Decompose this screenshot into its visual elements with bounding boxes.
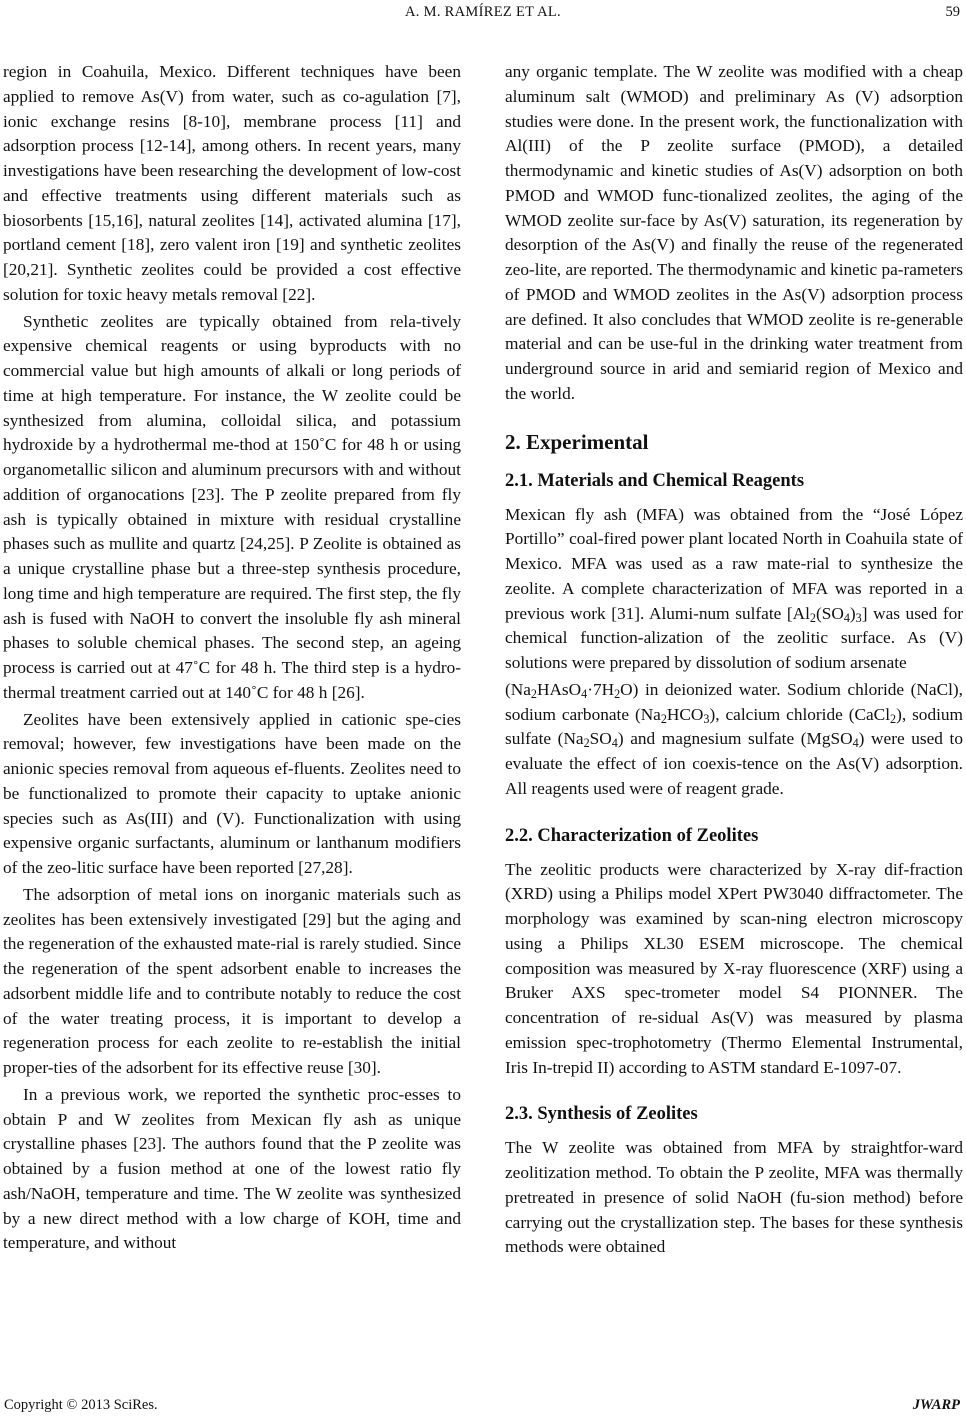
section-heading-experimental: 2. Experimental [505, 429, 649, 454]
page-number: 59 [945, 4, 960, 20]
copyright-notice: Copyright © 2013 SciRes. [4, 1397, 158, 1413]
subsection-heading-materials: 2.1. Materials and Chemical Reagents [505, 470, 805, 491]
paragraph: any organic template. The W zeolite was modified with a cheap aluminum salt (WMOD) and preliminary As (V) adsorption studies were done. In the present work, the functionalization with Al(III) of the P zeolite surface (PMOD), a detailed thermodynamic and kinetic studies of As(V) adsorption on both PMOD and WMOD func-tionalized zeolites, the aging of the WMOD zeolite sur-face by As(V) saturation, its regeneration by desorption of the As(V) and finally the reuse of the regenerated zeo-lite, are reported. The thermodynamic and kinetic pa-rameters of PMOD and WMOD zeolites in the As(V) adsorption process are defined. It also concludes that WMOD zeolite is re-generable material and can be use-ful in the drinking water treatment from underground source in arid and semiarid region of Mexico and the world. [505, 62, 963, 403]
paragraph: The adsorption of metal ions on inorganic materials such as zeolites has been extensively investigated [29] but the aging and the regeneration of the exhausted mate-rial is rarely studied. Since the regeneration of the spent adsorbent enable to increases the adsorbent middle life and to contribute notably to reduce the cost of the water treating process, it is important to develop a regeneration process for each zeolite to re-establish the initial proper-ties of the adsorbent for its effective reuse [30]. [3, 884, 461, 1077]
subsection-heading-characterization: 2.2. Characterization of Zeolites [505, 825, 759, 846]
paragraph: $(Na_2HAsO_4\cdot 7H_2O)$ in deionized water. Sodium chloride (NaCl), sodium carbonate $(Na_2HCO_3)$, calcium chloride (CaCl$_2$), sodium sulfate $(Na_2SO_4)$ and magnesium sulfate (MgSO$_4$) were used to evaluate the effect of ion coexis-tence on the As(V) adsorption. All reagents used were of reagent grade. [505, 679, 963, 798]
paragraph: Synthetic zeolites are typically obtained from rela-tively expensive chemical reagents or using byproducts with no commercial value but high amounts of alkali or long periods of time at high temperature. For instance, the W zeolite could be synthesized from alumina, colloidal silica, and potassium hydroxide by a hydrothermal me-thod at 150˚C for 48 h or using organometallic silicon and aluminum precursors with and without addition of organocations [23]. The P zeolite prepared from fly ash is typically obtained in mixture with residual crystalline phases such as mullite and quartz [24,25]. P Zeolite is obtained as a unique crystalline phase but a three-step synthesis procedure, long time and high temperature are required. The first step, the fly ash is fused with NaOH to convert the insoluble fly ash mineral phases to soluble chemical phases. The second step, an ageing process is carried out at 47˚C for 48 h. The third step is a hydro-thermal treatment carried out at 140˚C for 48 h [26]. [3, 311, 461, 702]
page-header [0, 4, 966, 28]
paragraph: In a previous work, we reported the synthetic proc-esses to obtain P and W zeolites from Mexican fly ash as unique crystalline phases [23]. The authors found that the P zeolite was obtained by a fusion method at one of the lowest ratio fly ash/NaOH, temperature and time. The W zeolite was synthesized by a new direct method with a low charge of KOH, time and temperature, and without [3, 1084, 461, 1253]
page-footer [0, 1397, 966, 1417]
paragraph: Zeolites have been extensively applied in cationic spe-cies removal; however, few investigations have been made on the anionic species removal from aqueous ef-fluents. Zeolites need to be functionalized to promote their capacity to uptake anionic species such as As(III) and (V). Functionalization with using expensive organic surfactants, aluminum or lanthanum modifiers of the zeo-litic surface have been reported [27,28]. [3, 709, 461, 877]
paragraph: region in Coahuila, Mexico. Different techniques have been applied to remove As(V) from water, such as co-agulation [7], ionic exchange resins [8-10], membrane process [11] and adsorption process [12-14], among others. In recent years, many investigations have been researching the development of low-cost and effective treatments using different materials such as biosorbents [15,16], natural zeolites [14], activated alumina [17], portland cement [18], zero valent iron [19] and synthetic zeolites [20,21]. Synthetic zeolites could be provided a cost effective solution for toxic heavy metals removal [22]. [3, 62, 461, 304]
running-title: A. M. RAMÍREZ ET AL. [405, 4, 561, 20]
subsection-heading-synthesis: 2.3. Synthesis of Zeolites [505, 1104, 698, 1125]
journal-abbreviation: JWARP [912, 1397, 960, 1413]
paragraph: Mexican fly ash (MFA) was obtained from the “José López Portillo” coal-fired power plant located North in Coahuila state of Mexico. MFA was used as a raw mate-rial to synthesize the zeolite. A complete characterization of MFA was reported in a previous work [31]. Alumi-num sulfate $[Al_2(SO_4)_3]$ was used for chemical function-alization of the zeolitic surface. As (V) solutions were prepared by dissolution of sodium arsenate [505, 504, 963, 672]
paragraph: The zeolitic products were characterized by X-ray dif-fraction (XRD) using a Philips model XPert PW3040 diffractometer. The morphology was examined by scan-ning electron microscopy using a Philips XL30 ESEM microscope. The chemical composition was measured by X-ray fluorescence (XRF) using a Bruker AXS spec-trometer model S4 PIONNER. The concentration of re-sidual As(V) was measured by plasma emission spec-trophotometry (Thermo Elemental Instrumental, Iris In-trepid II) according to ASTM standard E-1097-07. [505, 859, 963, 1077]
right-column [505, 60, 963, 1260]
paragraph: The W zeolite was obtained from MFA by straightfor-ward zeolitization method. To obtain the P zeolite, MFA was thermally pretreated in presence of solid NaOH (fu-sion method) before carrying out the crystallization step. The bases for these synthesis methods were obtained [505, 1138, 963, 1257]
left-column [3, 60, 461, 1256]
